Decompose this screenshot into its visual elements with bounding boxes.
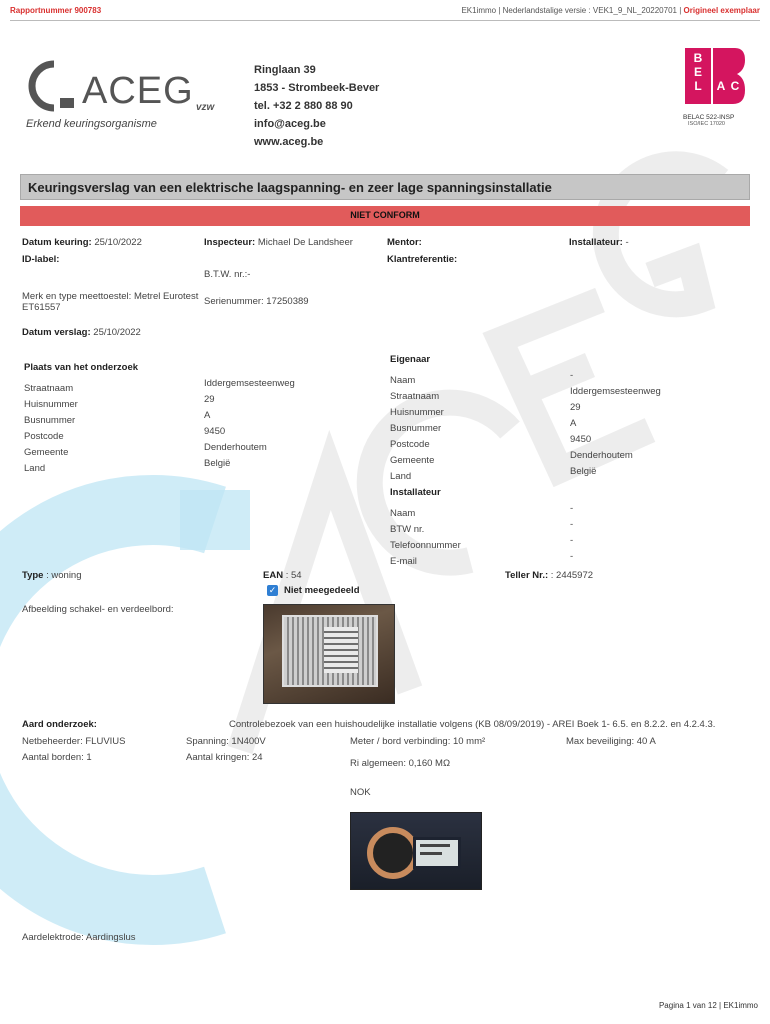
belac-letter-c: C: [730, 79, 740, 93]
report-number: Rapportnummer 900783: [10, 6, 102, 15]
page-footer: Pagina 1 van 12 | EK1immo: [658, 1001, 758, 1010]
installer-row-value: -: [570, 519, 574, 530]
location-row-value: Iddergemsesteenweg: [204, 378, 295, 389]
installer-row-label: Naam: [390, 508, 416, 519]
owner-row-value: -: [570, 370, 574, 381]
installer-table: [390, 503, 574, 567]
meter-number-value: : 2445972: [550, 570, 594, 581]
aceg-logo: [24, 58, 224, 130]
owner-row-label: Gemeente: [390, 455, 435, 466]
installer-label: Installateur:: [569, 237, 623, 248]
measuring-device-photo: [350, 812, 482, 890]
measuring-device: Merk en type meettoestel: Metrel Eurotest ET61557: [22, 291, 199, 313]
insulation-resistance: Ri algemeen: 0,160 MΩ: [350, 758, 451, 769]
installer-row: [390, 503, 574, 519]
location-row-value: België: [204, 458, 231, 469]
location-row-value: 29: [204, 394, 215, 405]
mentor-label: Mentor:: [387, 237, 422, 248]
owner-row-label: Postcode: [390, 439, 430, 450]
owner-row: [390, 466, 597, 482]
owner-row-value: België: [570, 466, 597, 477]
owner-row: [390, 418, 577, 434]
logo-name: ACEG: [82, 70, 194, 112]
nok-status: NOK: [350, 787, 371, 798]
belac-letter-b: B: [693, 51, 703, 65]
address-city: 1853 - Strombeek-Bever: [254, 82, 380, 94]
belac-logo-mark: [683, 46, 747, 108]
installer-row-value: -: [570, 551, 574, 562]
inspector: [204, 237, 353, 248]
meter-number-label: Teller Nr.:: [505, 570, 549, 581]
type-label: Type: [22, 570, 44, 581]
top-bar: [10, 6, 760, 20]
owner-row-label: Straatnaam: [390, 391, 440, 402]
board-breakers: [324, 627, 358, 673]
original-copy-label: Origineel exemplaar: [683, 6, 760, 15]
owner-row-value: 29: [570, 402, 581, 413]
installer-row: [390, 551, 574, 567]
address-block: [254, 64, 379, 154]
belac-letter-e: E: [693, 65, 703, 79]
inspector-value: Michael De Landsheer: [257, 237, 353, 248]
belac-code: BELAC 522-INSP: [683, 114, 735, 121]
conformity-status: NIET CONFORM: [350, 210, 420, 220]
earth-electrode: Aardelektrode: Aardingslus: [22, 932, 136, 943]
installer-value: -: [625, 237, 629, 248]
address-website: www.aceg.be: [254, 136, 324, 148]
max-protection: Max beveiliging: 40 A: [566, 736, 656, 747]
belac-logo: [683, 46, 747, 127]
vat-number: B.T.W. nr.:-: [204, 269, 251, 280]
owner-row-label: Land: [390, 471, 412, 482]
report-date: [22, 327, 141, 338]
inspector-label: Inspecteur:: [204, 237, 256, 248]
location-row-value: 9450: [204, 426, 226, 437]
location-row-value: A: [204, 410, 211, 421]
owner-row-value: A: [570, 418, 577, 429]
number-of-circuits: Aantal kringen: 24: [186, 752, 263, 763]
report-title-bar: [20, 174, 750, 200]
inspection-type-label: Aard onderzoek:: [22, 719, 97, 730]
serial-number: Serienummer: 17250389: [204, 296, 309, 307]
not-communicated-checkbox[interactable]: ✓: [268, 585, 277, 595]
owner-row: [390, 434, 592, 450]
location-row: [24, 458, 231, 474]
owner-row-value: Denderhoutem: [570, 450, 633, 461]
owner-table: [390, 370, 661, 482]
location-row: [24, 442, 267, 458]
location-row-label: Land: [24, 463, 46, 474]
voltage: Spanning: 1N400V: [186, 736, 266, 747]
location-row: [24, 378, 295, 394]
location-row-label: Straatnaam: [24, 383, 74, 394]
meter-number: [505, 570, 593, 581]
installer-row-value: -: [570, 503, 574, 514]
grid-operator: Netbeheerder: FLUVIUS: [22, 736, 126, 747]
owner-row: [390, 370, 574, 386]
inspection-date-value: 25/10/2022: [94, 237, 142, 248]
conformity-status-bar: [20, 206, 750, 226]
installer-row: [390, 519, 574, 535]
location-row: [24, 394, 215, 410]
location-row-label: Postcode: [24, 431, 64, 442]
board-image-label: Afbeelding schakel- en verdeelbord:: [22, 604, 174, 615]
location-row: [24, 426, 226, 442]
number-of-boards: Aantal borden: 1: [22, 752, 92, 763]
report-date-value: 25/10/2022: [93, 327, 141, 338]
meter-board-connection: Meter / bord verbinding: 10 mm²: [350, 736, 486, 747]
owner-row: [390, 386, 661, 402]
device-screen: [413, 837, 461, 869]
type-value: : woning: [46, 570, 82, 581]
owner-row-value: 9450: [570, 434, 592, 445]
aceg-logo-mark: [24, 58, 80, 114]
device-dial: [367, 827, 419, 879]
location-row-label: Huisnummer: [24, 399, 78, 410]
ean: [263, 570, 302, 581]
ean-label: EAN: [263, 570, 284, 581]
not-communicated: [267, 585, 360, 596]
owner-row: [390, 450, 633, 466]
installation-type: [22, 570, 82, 581]
report-date-label: Datum verslag:: [22, 327, 91, 338]
inspection-date-label: Datum keuring:: [22, 237, 92, 248]
distribution-board-photo: [263, 604, 395, 704]
client-reference-label: Klantreferentie:: [387, 254, 458, 265]
location-heading: Plaats van het onderzoek: [24, 362, 139, 373]
document-info: [461, 6, 760, 15]
inspection-type-value: Controlebezoek van een huishoudelijke installatie volgens (KB 08/09/2019) - AREI Boek 1- 6.5. en 8.2.2. en 4.2.4.3.: [229, 719, 716, 730]
belac-iso: ISO/IEC 17020: [688, 121, 725, 127]
installer: [569, 237, 629, 248]
installer-row-label: BTW nr.: [390, 524, 425, 535]
owner-row-label: Busnummer: [390, 423, 442, 434]
installer-row-label: Telefoonnummer: [390, 540, 461, 551]
location-row-label: Gemeente: [24, 447, 69, 458]
logo-suffix: vzw: [196, 102, 215, 113]
inspection-date: [22, 237, 142, 248]
top-divider: [10, 20, 760, 21]
not-communicated-label: Niet meegedeeld: [284, 585, 360, 596]
owner-row: [390, 402, 581, 418]
address-street: Ringlaan 39: [254, 64, 316, 76]
id-label: ID-label:: [22, 254, 60, 265]
installer-heading: Installateur: [390, 487, 441, 498]
installer-row: [390, 535, 574, 551]
installer-row-label: E-mail: [390, 556, 417, 567]
location-row-label: Busnummer: [24, 415, 76, 426]
address-phone: tel. +32 2 880 88 90: [254, 100, 353, 112]
location-row-value: Denderhoutem: [204, 442, 267, 453]
location-table: [24, 378, 295, 474]
version-info: EK1immo | Nederlandstalige versie : VEK1_9_NL_20220701 |: [461, 6, 684, 15]
belac-letter-a: A: [716, 79, 726, 93]
location-row: [24, 410, 211, 426]
logo-tagline: Erkend keuringsorganisme: [26, 118, 157, 130]
installer-row-value: -: [570, 535, 574, 546]
owner-heading: Eigenaar: [390, 354, 431, 365]
owner-row-label: Naam: [390, 375, 416, 386]
owner-row-label: Huisnummer: [390, 407, 444, 418]
ean-value: : 54: [285, 570, 302, 581]
owner-row-value: Iddergemsesteenweg: [570, 386, 661, 397]
belac-letter-l: L: [694, 79, 702, 93]
address-email: info@aceg.be: [254, 118, 326, 130]
report-title: Keuringsverslag van een elektrische laagspanning- en zeer lage spanningsinstallatie: [28, 180, 552, 195]
